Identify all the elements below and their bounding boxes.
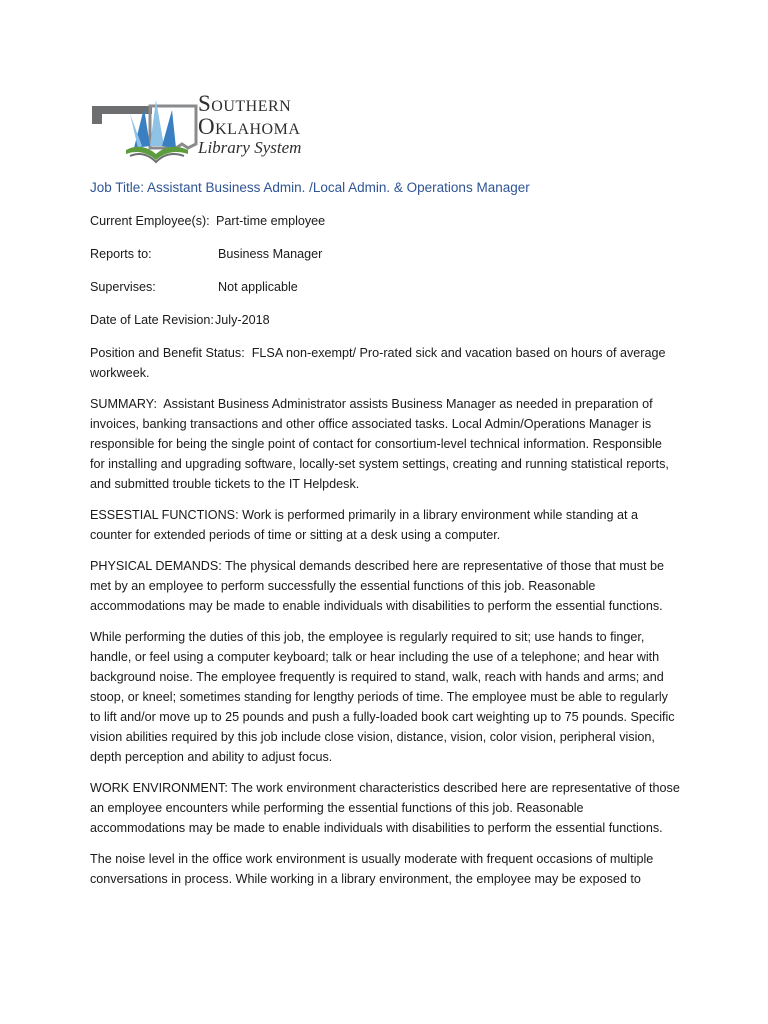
oklahoma-book-icon <box>90 88 200 168</box>
section-heading: SUMMARY: <box>90 397 157 411</box>
work-environment-detail: The noise level in the office work environment is usually moderate with frequent occasions of multiple conversations in process. While working in a library environment, the employee may be exposed to <box>90 852 654 886</box>
section-heading: PHYSICAL DEMANDS: <box>90 559 222 573</box>
field-label: Position and Benefit Status: <box>90 346 245 360</box>
physical-demands-detail: While performing the duties of this job, the employee is regularly required to sit; use hands to finger, handle, or feel using a computer keyboard; talk or hear including the use of a telephone; and hear with background noise. The employee frequently is required to stand, walk, reach with hands and arms; and stoop, or kneel; sometimes standing for lengthy periods of time. The employee must be able to regularly to lift and/or move up to 25 pounds and push a fully-loaded book cart weighting up to 75 pounds. Specific vision abilities required by this job include close vision, distance, vision, color vision, peripheral vision, depth perception and ability to adjust focus. <box>90 630 675 764</box>
work-environment-section <box>90 778 680 838</box>
section-text: Assistant Business Administrator assists Business Manager as needed in preparation of invoices, banking transactions and other office associated tasks. Local Admin/Operations Manager is responsible for being the single point of contact for consortium-level technical information. Responsible for installing and upgrading software, locally-set system settings, creating and running statistical reports, and submitted trouble tickets to the IT Helpdesk. <box>90 397 669 491</box>
field-label: Supervises: <box>90 280 156 294</box>
field-value: FLSA non-exempt/ Pro-rated sick and vacation based on hours of average workweek. <box>90 346 666 380</box>
field-reports-to <box>90 244 680 264</box>
section-heading: WORK ENVIRONMENT: <box>90 781 228 795</box>
job-title: Job Title: Assistant Business Admin. /Local Admin. & Operations Manager <box>90 180 530 195</box>
field-value: Business Manager <box>218 247 323 261</box>
field-date-revision <box>90 310 680 330</box>
field-label: Current Employee(s): <box>90 214 210 228</box>
section-text: The work environment characteristics described here are representative of those an employee encounters while performing the essential functions of this job. Reasonable accommodations may be made to enable individuals with disabilities to perform the essential functions. <box>90 781 680 835</box>
field-label: Date of Late Revision: <box>90 313 214 327</box>
section-text: The physical demands described here are representative of those that must be met by an employee to perform successfully the essential functions of this job. Reasonable accommodations may be made to enable individuals with disabilities to perform the essential functions. <box>90 559 665 613</box>
physical-demands-section <box>90 556 680 616</box>
section-heading: ESSESTIAL FUNCTIONS: <box>90 508 239 522</box>
library-logo <box>90 88 340 168</box>
field-label: Reports to: <box>90 247 152 261</box>
summary-section <box>90 394 680 494</box>
field-value: Not applicable <box>218 280 298 294</box>
field-current-employees <box>90 211 680 231</box>
essential-functions-section <box>90 505 680 545</box>
field-value: Part-time employee <box>216 214 326 228</box>
logo-line-library-system: Library System <box>198 138 302 157</box>
logo-line-oklahoma: Oklahoma <box>198 114 301 139</box>
document-body <box>90 178 680 900</box>
section-text: Work is performed primarily in a library environment while standing at a counter for extended periods of time or sitting at a desk using a computer. <box>90 508 639 542</box>
logo-line-southern: Southern <box>198 91 292 116</box>
field-supervises <box>90 277 680 297</box>
field-position-status <box>90 343 680 383</box>
field-value: July-2018 <box>215 313 270 327</box>
